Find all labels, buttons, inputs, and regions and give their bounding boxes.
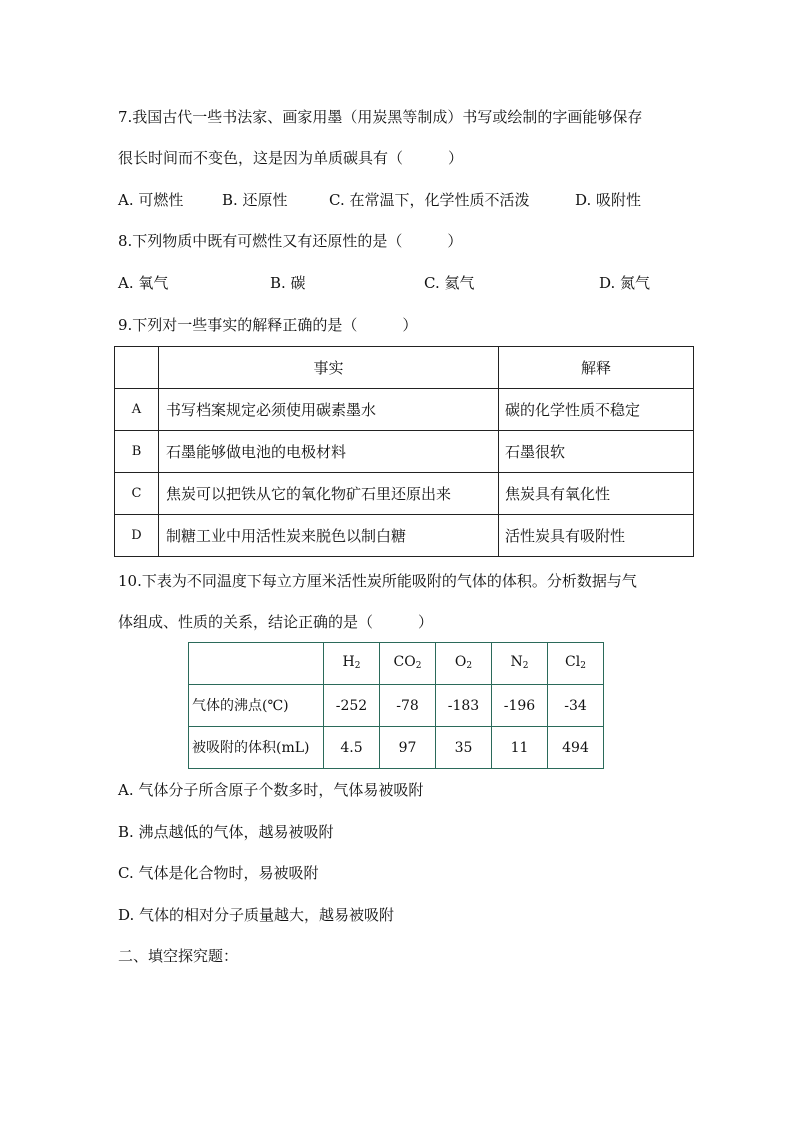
explanation-cell: 焦炭具有氧化性 (499, 473, 694, 515)
adsorbed-volume-cell: 97 (380, 727, 436, 769)
q7-option-c: C. 在常温下，化学性质不活泼 (329, 191, 530, 209)
table-cell (189, 643, 324, 685)
table-row (115, 515, 694, 557)
boiling-point-cell: -196 (492, 685, 548, 727)
q10-option-c: C. 气体是化合物时，易被吸附 (118, 864, 319, 882)
table-row (189, 727, 604, 769)
adsorbed-volume-cell: 11 (492, 727, 548, 769)
q8-stem: 8.下列物质中既有可燃性又有还原性的是（ ） (118, 232, 463, 250)
q10-table (188, 642, 604, 769)
fact-cell: 焦炭可以把铁从它的氧化物矿石里还原出来 (159, 473, 499, 515)
q8-option-a: A. 氧气 (118, 274, 169, 292)
q7-option-d: D. 吸附性 (575, 191, 642, 209)
boiling-point-cell: -183 (436, 685, 492, 727)
q8-option-c: C. 氦气 (424, 274, 475, 292)
row-label: 气体的沸点(℃) (189, 685, 324, 727)
gas-header: $O_2$ (436, 643, 492, 685)
explanation-cell: 碳的化学性质不稳定 (499, 389, 694, 431)
q9-stem: 9.下列对一些事实的解释正确的是（ ） (118, 316, 418, 334)
explanation-cell: 石墨很软 (499, 431, 694, 473)
q10-option-d: D. 气体的相对分子质量越大，越易被吸附 (118, 906, 395, 924)
q10-stem-line1: 10.下表为不同温度下每立方厘米活性炭所能吸附的气体的体积。分析数据与气 (118, 572, 637, 590)
row-label: A (115, 389, 159, 431)
table-row (115, 347, 694, 389)
q9-table (114, 346, 694, 557)
q7-stem-line2: 很长时间而不变色，这是因为单质碳具有（ ） (118, 149, 464, 167)
q10-option-a: A. 气体分子所含原子个数多时，气体易被吸附 (118, 781, 424, 799)
table-header-explanation: 解释 (499, 347, 694, 389)
q10-option-b: B. 沸点越低的气体，越易被吸附 (118, 823, 334, 841)
q8-option-d: D. 氮气 (599, 274, 651, 292)
boiling-point-cell: -252 (324, 685, 380, 727)
q7-option-a: A. 可燃性 (118, 191, 184, 209)
q7-stem-line1: 7.我国古代一些书法家、画家用墨（用炭黑等制成）书写或绘制的字画能够保存 (118, 108, 643, 126)
fact-cell: 石墨能够做电池的电极材料 (159, 431, 499, 473)
table-cell (115, 347, 159, 389)
q7-option-b: B. 还原性 (222, 191, 288, 209)
row-label: D (115, 515, 159, 557)
q10-stem-line2: 体组成、性质的关系，结论正确的是（ ） (118, 613, 434, 631)
explanation-cell: 活性炭具有吸附性 (499, 515, 694, 557)
row-label: 被吸附的体积(mL) (189, 727, 324, 769)
gas-header: $N_2$ (492, 643, 548, 685)
fact-cell: 制糖工业中用活性炭来脱色以制白糖 (159, 515, 499, 557)
table-row (115, 473, 694, 515)
boiling-point-cell: -78 (380, 685, 436, 727)
adsorbed-volume-cell: 4.5 (324, 727, 380, 769)
gas-header: $H_2$ (324, 643, 380, 685)
section-heading: 二、填空探究题： (118, 947, 239, 965)
row-label: B (115, 431, 159, 473)
table-row (115, 389, 694, 431)
table-header-fact: 事实 (159, 347, 499, 389)
table-row (189, 643, 604, 685)
table-row (115, 431, 694, 473)
gas-header: $Cl_2$ (548, 643, 604, 685)
table-row (189, 685, 604, 727)
adsorbed-volume-cell: 494 (548, 727, 604, 769)
fact-cell: 书写档案规定必须使用碳素墨水 (159, 389, 499, 431)
boiling-point-cell: -34 (548, 685, 604, 727)
gas-header: $CO_2$ (380, 643, 436, 685)
adsorbed-volume-cell: 35 (436, 727, 492, 769)
q8-option-b: B. 碳 (270, 274, 306, 292)
row-label: C (115, 473, 159, 515)
